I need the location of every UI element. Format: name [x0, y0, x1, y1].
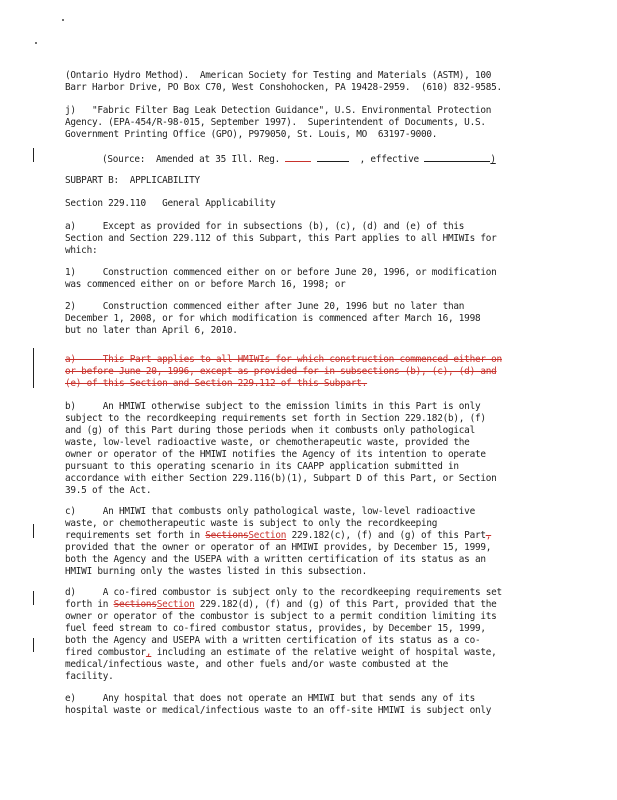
text-line: waste, low-level radioactive waste, or chemotherapeutic waste, provided the [65, 437, 470, 448]
text-line: Agency. (EPA-454/R-98-015, September 1997). Superintendent of Documents, U.S. [65, 117, 486, 128]
text-run: including an estimate of the relative weight of hospital waste, [151, 647, 497, 658]
text-line: Section and Section 229.112 of this Subpart, this Part applies to all HMIWIs for [65, 233, 497, 244]
text-line: b) An HMIWI otherwise subject to the emission limits in this Part is only [65, 401, 481, 412]
text-line: 39.5 of the Act. [65, 485, 152, 496]
text-line: subject to the recordkeeping requirements set forth in Section 229.182(b), (f) [65, 413, 486, 424]
text-line: j) "Fabric Filter Bag Leak Detection Guidance", U.S. Environmental Protection [65, 105, 492, 116]
text-line: fuel feed stream to co-fired combustor status, provides, by December 15, 1999, [65, 623, 486, 634]
deleted-text: Sections [113, 599, 157, 610]
deleted-text: or before June 20, 1996, except as provided for in subsections (b), (c), (d) and [65, 366, 497, 377]
change-bar [33, 148, 34, 162]
effective-date-blank [424, 152, 490, 162]
text-line: 2) Construction commenced either after June 20, 1996 but no later than [65, 301, 465, 312]
text-line: a) Except as provided for in subsections (b), (c), (d) and (e) of this [65, 221, 465, 232]
source-close: ) [490, 154, 496, 165]
text-line [65, 530, 491, 542]
text-run: fired combustor [65, 647, 146, 658]
source-note [102, 152, 496, 166]
text-run: forth in [65, 599, 114, 610]
section-heading: Section 229.110 General Applicability [65, 198, 276, 209]
register-blank [285, 152, 311, 162]
text-line: hospital waste or medical/infectious waste to an off-site HMIWI is subject only [65, 705, 492, 716]
deleted-text: (e) of this Section and Section 229.112 of this Subpart. [65, 378, 368, 389]
inserted-text: Section [248, 530, 287, 541]
text-line: December 1, 2008, or for which modification is commenced after March 16, 1998 [65, 313, 481, 324]
text-line: waste, or chemotherapeutic waste is subject to only the recordkeeping [65, 518, 438, 529]
change-bar [33, 638, 34, 652]
text-line: pursuant to this operating scenario in its CAAPP application submitted in [65, 461, 459, 472]
text-line: was commenced either on or before March 16, 1998; or [65, 279, 346, 290]
register-blank [317, 152, 349, 162]
scan-speck [62, 19, 64, 21]
text-line: d) A co-fired combustor is subject only to the recordkeeping requirements set [65, 587, 502, 598]
text-line: facility. [65, 671, 114, 682]
text-run: requirements set forth in [65, 530, 206, 541]
inserted-text: Section [156, 599, 195, 610]
change-bar [33, 348, 34, 388]
text-line: which: [65, 245, 98, 256]
deleted-text: Sections [205, 530, 249, 541]
text-line: HMIWI burning only the wastes listed in this subsection. [65, 566, 368, 577]
source-effective: , effective [348, 154, 425, 165]
text-line [65, 599, 497, 611]
text-line [65, 647, 497, 659]
text-line: c) An HMIWI that combusts only pathological waste, low-level radioactive [65, 506, 475, 517]
change-bar [33, 591, 34, 605]
text-line: 1) Construction commenced either on or before June 20, 1996, or modification [65, 267, 497, 278]
text-line: both the Agency and the USEPA with a written certification of its status as an [65, 554, 486, 565]
text-line: Barr Harbor Drive, PO Box C70, West Conshohocken, PA 19428-2959. (610) 832-9585. [65, 82, 502, 93]
subpart-heading: SUBPART B: APPLICABILITY [65, 175, 200, 186]
change-bar [33, 524, 34, 538]
text-line: Government Printing Office (GPO), P979050, St. Louis, MO 63197-9000. [65, 129, 438, 140]
text-line: medical/infectious waste, and other fuels and/or waste combusted at the [65, 659, 448, 670]
text-run: 229.182(c), (f) and (g) of this Part [286, 530, 486, 541]
text-line: and (g) of this Part during those periods when it combusts only pathological [65, 425, 475, 436]
deleted-text: , [485, 530, 492, 541]
deleted-text: a) This Part applies to all HMIWIs for which construction commenced either on [65, 354, 502, 365]
scan-speck [35, 42, 37, 44]
text-line: owner or operator of the combustor is subject to a permit condition limiting its [65, 611, 497, 622]
text-line: owner or operator of the HMIWI notifies the Agency of its intention to operate [65, 449, 486, 460]
text-line: provided that the owner or operator of an HMIWI provides, by December 15, 1999, [65, 542, 492, 553]
text-line: e) Any hospital that does not operate an HMIWI but that sends any of its [65, 693, 475, 704]
text-line: accordance with either Section 229.116(b)(1), Subpart D of this Part, or Section [65, 473, 497, 484]
text-run: 229.182(d), (f) and (g) of this Part, provided that the [194, 599, 497, 610]
text-line: (Ontario Hydro Method). American Society for Testing and Materials (ASTM), 100 [65, 70, 492, 81]
text-line: both the Agency and USEPA with a written certification of its status as a co- [65, 635, 481, 646]
inserted-text: , [145, 647, 152, 658]
source-prefix: (Source: Amended at 35 Ill. Reg. [102, 154, 281, 165]
text-line: but no later than April 6, 2010. [65, 325, 238, 336]
